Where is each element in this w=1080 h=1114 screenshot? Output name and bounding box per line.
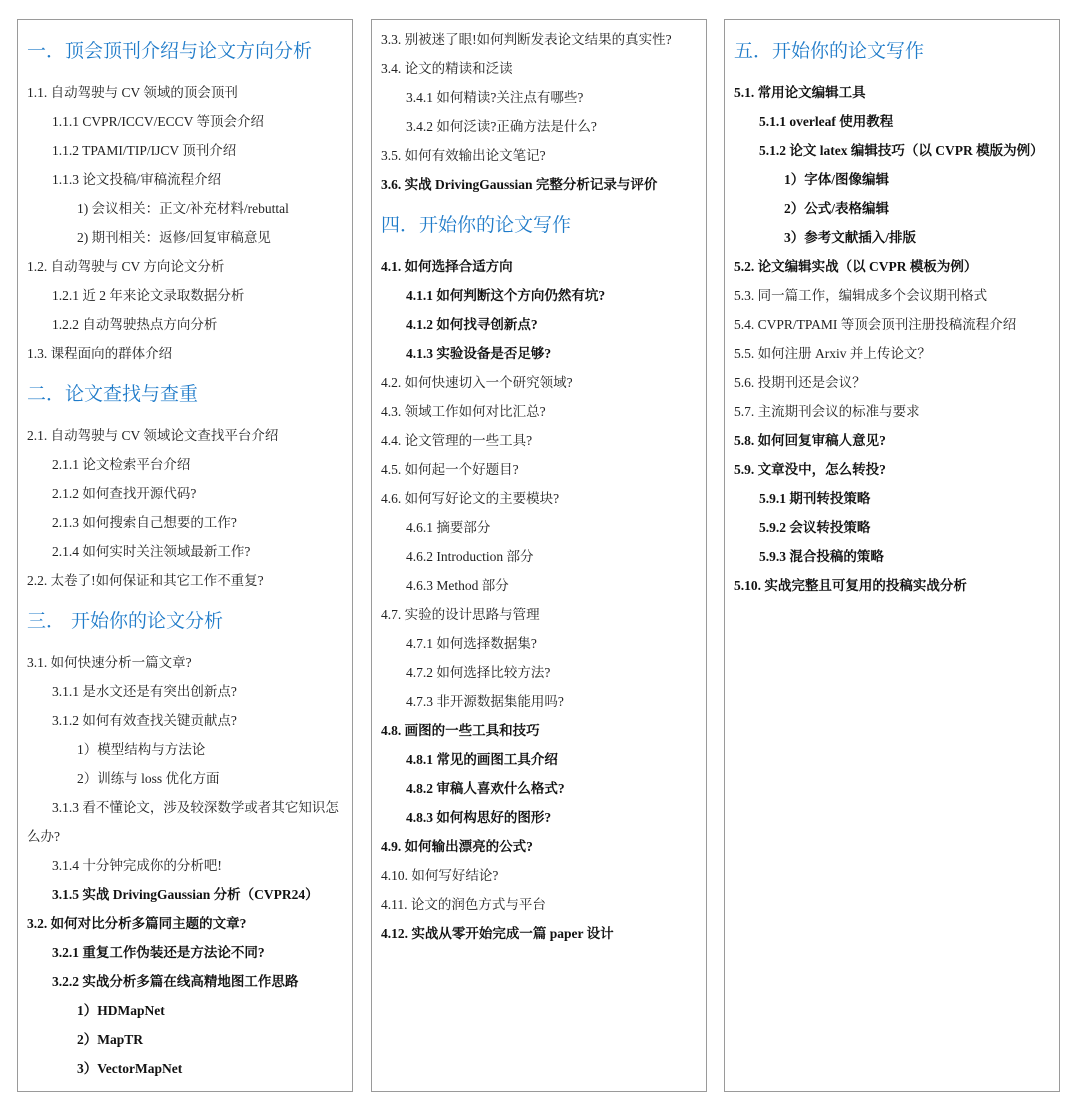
toc-column-2	[371, 19, 707, 1092]
toc-entry: 4.6.3 Method 部分	[406, 578, 509, 593]
toc-entry: 2.2. 太卷了!如何保证和其它工作不重复?	[27, 573, 264, 588]
toc-entry: 4.4. 论文管理的一些工具?	[381, 433, 533, 448]
toc-entry: 5.1.2 论文 latex 编辑技巧（以 CVPR 模版为例）	[759, 143, 1044, 158]
toc-entry: 1）模型结构与方法论	[77, 742, 206, 757]
toc-entry: 2）MapTR	[77, 1032, 144, 1047]
toc-entry: 5.2. 论文编辑实战（以 CVPR 模板为例）	[734, 259, 978, 274]
toc-entry: 2.1.2 如何查找开源代码?	[52, 486, 197, 501]
section-heading: 五．开始你的论文写作	[734, 40, 925, 62]
toc-entry: 1.2.1 近 2 年来论文录取数据分析	[52, 288, 245, 303]
toc-entry: 2.1.1 论文检索平台介绍	[52, 457, 191, 472]
toc-entry: 5.8. 如何回复审稿人意见?	[734, 433, 886, 448]
toc-entry: 4.3. 领域工作如何对比汇总?	[381, 404, 546, 419]
toc-entry: 1）HDMapNet	[77, 1003, 165, 1018]
toc-entry: 3）VectorMapNet	[77, 1061, 183, 1076]
toc-entry: 5.9.2 会议转投策略	[759, 520, 871, 535]
toc-entry: 2）公式/表格编辑	[784, 201, 890, 216]
toc-entry: 4.5. 如何起一个好题目?	[381, 462, 519, 477]
toc-entry: 1.3. 课程面向的群体介绍	[27, 346, 173, 361]
toc-entry: 4.6. 如何写好论文的主要模块?	[381, 491, 560, 506]
toc-entry: 5.1.1 overleaf 使用教程	[759, 114, 894, 129]
toc-entry: 1.2. 自动驾驶与 CV 方向论文分析	[27, 259, 225, 274]
section-heading: 四．开始你的论文写作	[381, 214, 572, 236]
toc-entry: 3.2.1 重复工作伪装还是方法论不同?	[52, 945, 265, 960]
toc-entry: 5.1. 常用论文编辑工具	[734, 85, 866, 100]
toc-entry: 4.1. 如何选择合适方向	[381, 259, 513, 274]
toc-entry: 2.1. 自动驾驶与 CV 领域论文查找平台介绍	[27, 428, 279, 443]
toc-entry: 3.2.2 实战分析多篇在线高精地图工作思路	[52, 974, 299, 989]
toc-entry: 1.1.2 TPAMI/TIP/IJCV 顶刊介绍	[52, 143, 237, 158]
toc-entry: 4.8.2 审稿人喜欢什么格式?	[406, 781, 565, 796]
toc-entry: 4.8. 画图的一些工具和技巧	[381, 723, 540, 738]
toc-column-3	[724, 19, 1060, 1092]
toc-entry: 4.7.2 如何选择比较方法?	[406, 665, 551, 680]
section-heading: 三． 开始你的论文分析	[27, 610, 224, 632]
toc-entry: 4.12. 实战从零开始完成一篇 paper 设计	[381, 926, 614, 941]
toc-entry: 3.4.1 如何精读?关注点有哪些?	[406, 90, 584, 105]
toc-entry: 3.1.5 实战 DrivingGaussian 分析（CVPR24）	[52, 887, 319, 902]
toc-entry: 4.1.3 实验设备是否足够?	[406, 346, 552, 361]
toc-entry: 4.9. 如何输出漂亮的公式?	[381, 839, 533, 854]
toc-entry: 3.4. 论文的精读和泛读	[381, 61, 513, 76]
toc-entry: 1.2.2 自动驾驶热点方向分析	[52, 317, 218, 332]
toc-entry: 2.1.4 如何实时关注领域最新工作?	[52, 544, 251, 559]
toc-entry: 2) 期刊相关：返修/回复审稿意见	[77, 230, 271, 245]
toc-entry: 1) 会议相关：正文/补充材料/rebuttal	[77, 201, 289, 216]
toc-entry: 4.7. 实验的设计思路与管理	[381, 607, 540, 622]
toc-entry: 3.6. 实战 DrivingGaussian 完整分析记录与评价	[381, 177, 658, 192]
toc-entry: 4.2. 如何快速切入一个研究领域?	[381, 375, 573, 390]
toc-entry: 3.1.4 十分钟完成你的分析吧!	[52, 858, 222, 873]
toc-entry: 2.1.3 如何搜索自己想要的工作?	[52, 515, 237, 530]
toc-column-1	[17, 19, 353, 1092]
toc-entry: 3.1. 如何快速分析一篇文章?	[27, 655, 192, 670]
toc-entry: 1.1. 自动驾驶与 CV 领域的顶会顶刊	[27, 85, 238, 100]
toc-entry: 4.8.3 如何构思好的图形?	[406, 810, 552, 825]
toc-entry: 5.3. 同一篇工作，编辑成多个会议期刊格式	[734, 288, 988, 303]
toc-entry: 5.7. 主流期刊会议的标准与要求	[734, 404, 920, 419]
toc-entry: 4.1.2 如何找寻创新点?	[406, 317, 538, 332]
toc-entry: 4.7.1 如何选择数据集?	[406, 636, 537, 651]
section-heading: 一．顶会顶刊介绍与论文方向分析	[27, 40, 313, 62]
toc-entry: 3）参考文献插入/排版	[784, 230, 917, 245]
toc-entry: 4.8.1 常见的画图工具介绍	[406, 752, 558, 767]
toc-entry: 1.1.1 CVPR/ICCV/ECCV 等顶会介绍	[52, 114, 265, 129]
toc-entry: 3.4.2 如何泛读?正确方法是什么?	[406, 119, 597, 134]
toc-entry: 5.4. CVPR/TPAMI 等顶会顶刊注册投稿流程介绍	[734, 317, 1017, 332]
toc-entry: 5.9.1 期刊转投策略	[759, 491, 871, 506]
toc-entry: 5.9.3 混合投稿的策略	[759, 549, 884, 564]
toc-entry: 4.10. 如何写好结论?	[381, 868, 499, 883]
toc-entry: 2）训练与 loss 优化方面	[77, 771, 220, 786]
toc-entry: 5.6. 投期刊还是会议？	[734, 375, 866, 390]
toc-entry: 1）字体/图像编辑	[784, 172, 890, 187]
toc-entry: 5.9. 文章没中，怎么转投?	[734, 462, 886, 477]
toc-entry: 5.10. 实战完整且可复用的投稿实战分析	[734, 578, 967, 593]
toc-entry: 3.1.1 是水文还是有突出创新点?	[52, 684, 237, 699]
toc-entry: 3.5. 如何有效输出论文笔记?	[381, 148, 546, 163]
section-heading: 二．论文查找与查重	[27, 383, 199, 405]
toc-entry: 4.1.1 如何判断这个方向仍然有坑?	[406, 288, 606, 303]
toc-entry: 1.1.3 论文投稿/审稿流程介绍	[52, 172, 222, 187]
toc-entry: 3.3. 别被迷了眼!如何判断发表论文结果的真实性?	[381, 32, 672, 47]
toc-entry: 5.5. 如何注册 Arxiv 并上传论文？	[734, 346, 931, 361]
toc-entry: 3.1.2 如何有效查找关键贡献点?	[52, 713, 237, 728]
toc-entry: 4.7.3 非开源数据集能用吗?	[406, 694, 564, 709]
toc-entry: 3.1.3 看不懂论文，涉及较深数学或者其它知识怎么办?	[27, 800, 339, 844]
toc-entry: 3.2. 如何对比分析多篇同主题的文章?	[27, 916, 247, 931]
toc-entry: 4.11. 论文的润色方式与平台	[381, 897, 546, 912]
toc-entry: 4.6.2 Introduction 部分	[406, 549, 534, 564]
toc-entry: 4.6.1 摘要部分	[406, 520, 491, 535]
